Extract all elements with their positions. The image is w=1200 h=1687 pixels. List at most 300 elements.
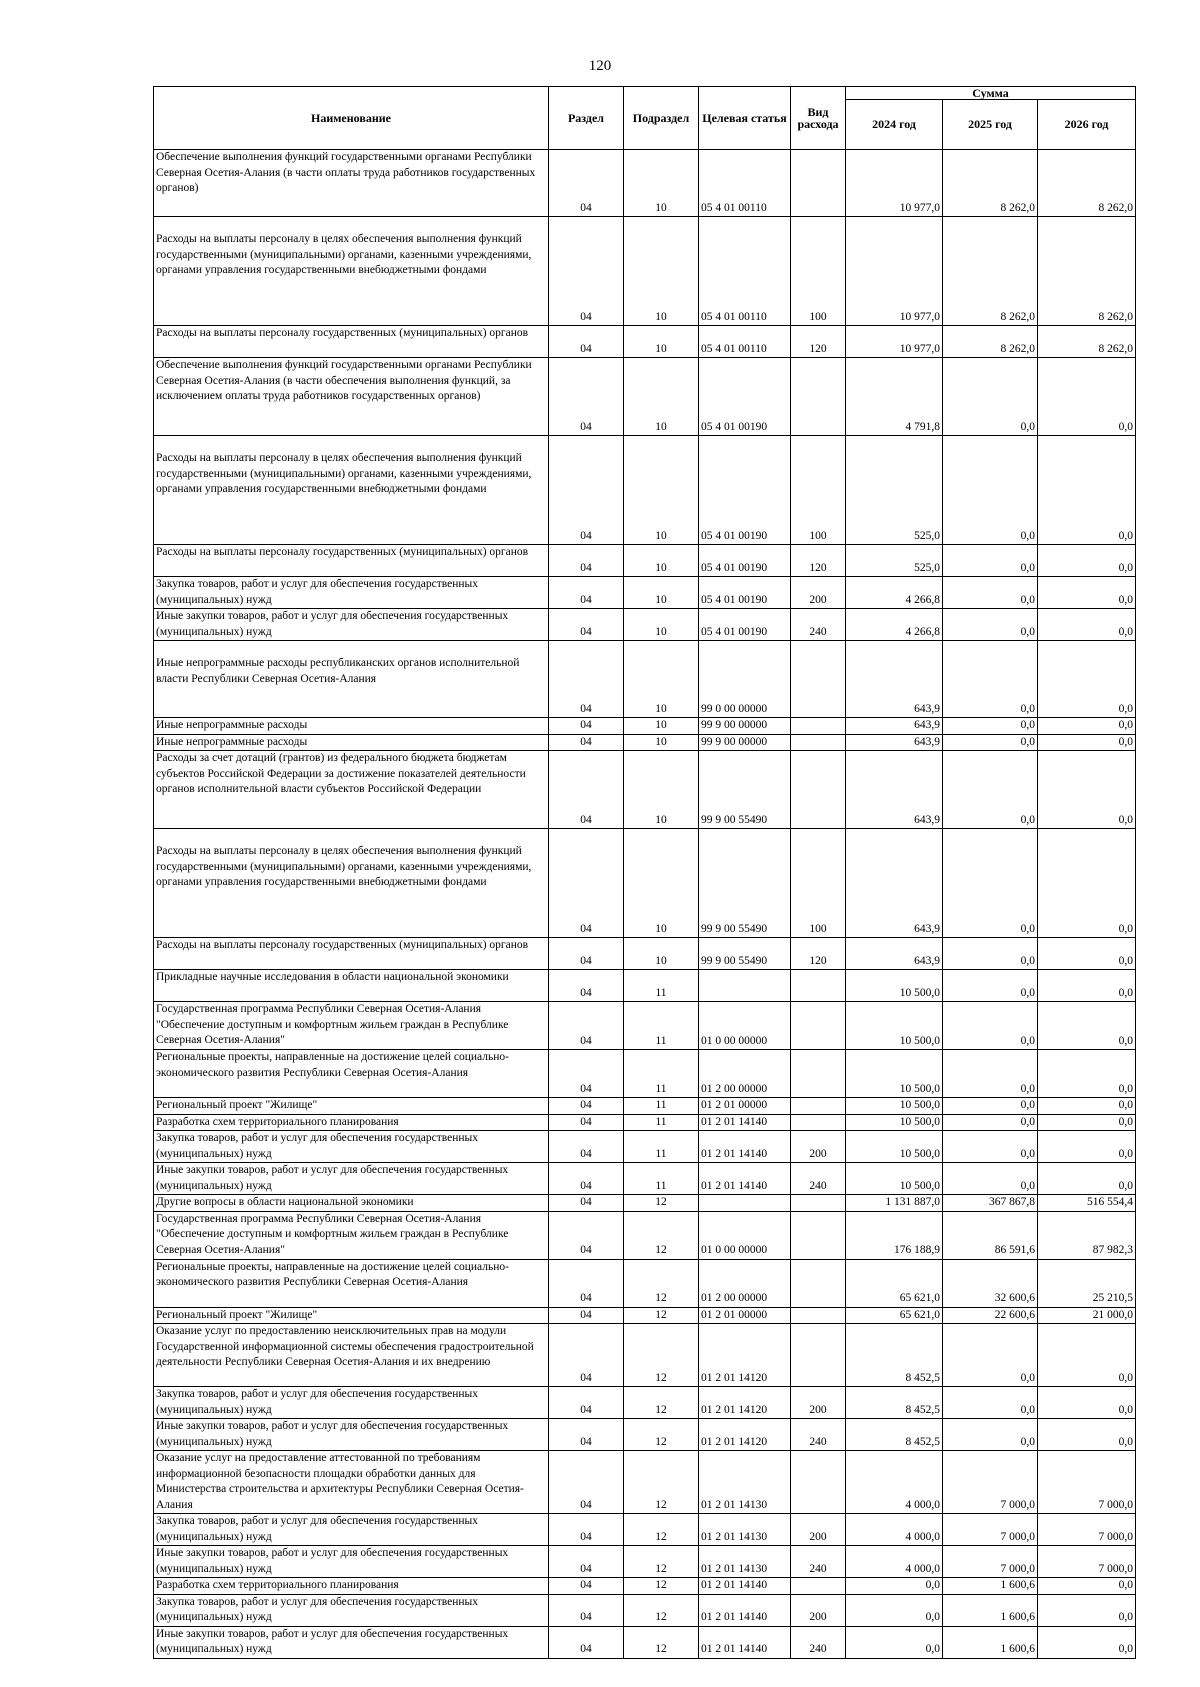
row-value-2024: 643,9 <box>846 938 943 970</box>
row-value-2025: 0,0 <box>943 609 1038 641</box>
row-target: 99 9 00 55490 <box>699 751 791 829</box>
table-row <box>154 1419 1136 1451</box>
row-name: Оказание услуг на предоставление аттестованной по требованиям информационной безопасности площадки обработки данных для Министерства строительства и архитектуры Республики Северная Осетия-Алания <box>154 1451 549 1514</box>
row-value-2026: 0,0 <box>1038 1324 1136 1387</box>
row-target: 05 4 01 00110 <box>699 326 791 358</box>
row-section: 04 <box>549 1098 624 1115</box>
row-section: 04 <box>549 545 624 577</box>
row-subsection: 11 <box>624 1163 699 1195</box>
row-value-2024: 10 500,0 <box>846 1002 943 1050</box>
row-subsection: 10 <box>624 577 699 609</box>
header-expense-type: Вид расхода <box>791 87 846 150</box>
row-value-2025: 22 600,6 <box>943 1307 1038 1324</box>
row-name: Региональный проект "Жилище" <box>154 1307 549 1324</box>
row-subsection: 12 <box>624 1578 699 1595</box>
row-value-2026: 0,0 <box>1038 1131 1136 1163</box>
row-subsection: 10 <box>624 751 699 829</box>
row-value-2025: 7 000,0 <box>943 1451 1038 1514</box>
table-row <box>154 1307 1136 1324</box>
row-value-2024: 4 266,8 <box>846 609 943 641</box>
row-value-2024: 4 791,8 <box>846 358 943 436</box>
row-expense-type <box>791 150 846 217</box>
row-subsection: 12 <box>624 1195 699 1212</box>
row-name: Расходы на выплаты персоналу в целях обеспечения выполнения функций государственными (муниципальными) органами, казенными учреждениями, органами управления государственными внебюджетными фондами <box>154 829 549 938</box>
row-subsection: 12 <box>624 1419 699 1451</box>
row-name: Прикладные научные исследования в области национальной экономики <box>154 970 549 1002</box>
table-row <box>154 326 1136 358</box>
table-row <box>154 718 1136 735</box>
row-value-2026: 0,0 <box>1038 1387 1136 1419</box>
row-value-2024: 8 452,5 <box>846 1324 943 1387</box>
row-section: 04 <box>549 1324 624 1387</box>
row-subsection: 10 <box>624 436 699 545</box>
row-expense-type: 240 <box>791 1163 846 1195</box>
row-value-2026: 0,0 <box>1038 358 1136 436</box>
row-target: 05 4 01 00110 <box>699 217 791 326</box>
row-name: Иные закупки товаров, работ и услуг для обеспечения государственных (муниципальных) нужд <box>154 1546 549 1578</box>
row-value-2024: 10 500,0 <box>846 1163 943 1195</box>
table-row <box>154 1002 1136 1050</box>
table-row <box>154 1163 1136 1195</box>
row-section: 04 <box>549 1594 624 1626</box>
row-name: Государственная программа Республики Северная Осетия-Алания "Обеспечение доступным и комфортным жильем граждан в Республике Северная Осетия-Алания" <box>154 1211 549 1259</box>
table-row <box>154 1195 1136 1212</box>
row-value-2024: 1 131 887,0 <box>846 1195 943 1212</box>
row-value-2026: 0,0 <box>1038 1626 1136 1658</box>
row-value-2025: 0,0 <box>943 1114 1038 1131</box>
row-subsection: 12 <box>624 1451 699 1514</box>
row-value-2025: 0,0 <box>943 718 1038 735</box>
row-section: 04 <box>549 1546 624 1578</box>
table-body <box>154 150 1136 1659</box>
row-expense-type <box>791 1195 846 1212</box>
row-name: Расходы за счет дотаций (грантов) из федерального бюджета бюджетам субъектов Российской Федерации за достижение показателей деятельности органов исполнительной власти субъектов Российской Федерации <box>154 751 549 829</box>
row-value-2025: 8 262,0 <box>943 150 1038 217</box>
row-value-2025: 0,0 <box>943 970 1038 1002</box>
row-section: 04 <box>549 326 624 358</box>
table-row <box>154 1098 1136 1115</box>
row-subsection: 11 <box>624 1131 699 1163</box>
row-expense-type: 100 <box>791 436 846 545</box>
row-value-2024: 10 977,0 <box>846 326 943 358</box>
row-name: Другие вопросы в области национальной экономики <box>154 1195 549 1212</box>
row-target: 99 9 00 00000 <box>699 734 791 751</box>
row-value-2026: 0,0 <box>1038 641 1136 718</box>
row-value-2026: 0,0 <box>1038 1578 1136 1595</box>
row-target: 01 2 01 00000 <box>699 1307 791 1324</box>
row-expense-type <box>791 1451 846 1514</box>
row-section: 04 <box>549 1131 624 1163</box>
row-value-2025: 0,0 <box>943 358 1038 436</box>
row-subsection: 10 <box>624 938 699 970</box>
row-name: Иные закупки товаров, работ и услуг для обеспечения государственных (муниципальных) нужд <box>154 1626 549 1658</box>
row-expense-type <box>791 751 846 829</box>
row-section: 04 <box>549 609 624 641</box>
row-expense-type <box>791 641 846 718</box>
row-value-2024: 0,0 <box>846 1578 943 1595</box>
table-row <box>154 150 1136 217</box>
row-value-2026: 7 000,0 <box>1038 1451 1136 1514</box>
table-row <box>154 1451 1136 1514</box>
table-row <box>154 1114 1136 1131</box>
row-name: Расходы на выплаты персоналу в целях обеспечения выполнения функций государственными (муниципальными) органами, казенными учреждениями, органами управления государственными внебюджетными фондами <box>154 436 549 545</box>
row-value-2025: 0,0 <box>943 1131 1038 1163</box>
row-name: Иные закупки товаров, работ и услуг для обеспечения государственных (муниципальных) нужд <box>154 1419 549 1451</box>
row-expense-type: 200 <box>791 1387 846 1419</box>
table-row <box>154 829 1136 938</box>
row-section: 04 <box>549 718 624 735</box>
row-section: 04 <box>549 751 624 829</box>
row-section: 04 <box>549 436 624 545</box>
row-subsection: 10 <box>624 150 699 217</box>
row-value-2026: 0,0 <box>1038 751 1136 829</box>
row-target: 05 4 01 00190 <box>699 358 791 436</box>
row-name: Закупка товаров, работ и услуг для обеспечения государственных (муниципальных) нужд <box>154 1514 549 1546</box>
row-subsection: 10 <box>624 545 699 577</box>
row-section: 04 <box>549 1387 624 1419</box>
row-value-2024: 10 500,0 <box>846 1098 943 1115</box>
row-value-2026: 0,0 <box>1038 1098 1136 1115</box>
row-name: Региональные проекты, направленные на достижение целей социально-экономического развития Республики Северная Осетия-Алания <box>154 1259 549 1307</box>
row-expense-type <box>791 358 846 436</box>
row-value-2024: 8 452,5 <box>846 1419 943 1451</box>
table-row <box>154 1131 1136 1163</box>
row-value-2024: 4 000,0 <box>846 1514 943 1546</box>
row-expense-type <box>791 1578 846 1595</box>
row-value-2026: 0,0 <box>1038 970 1136 1002</box>
row-subsection: 10 <box>624 358 699 436</box>
row-expense-type <box>791 970 846 1002</box>
row-section: 04 <box>549 358 624 436</box>
row-name: Иные непрограммные расходы <box>154 718 549 735</box>
row-section: 04 <box>549 1195 624 1212</box>
row-expense-type <box>791 1114 846 1131</box>
table-row <box>154 609 1136 641</box>
row-expense-type: 240 <box>791 1546 846 1578</box>
row-expense-type <box>791 1050 846 1098</box>
row-value-2024: 643,9 <box>846 641 943 718</box>
row-expense-type: 200 <box>791 1514 846 1546</box>
table-row <box>154 1259 1136 1307</box>
row-value-2026: 25 210,5 <box>1038 1259 1136 1307</box>
row-section: 04 <box>549 217 624 326</box>
row-target: 01 2 01 00000 <box>699 1098 791 1115</box>
row-value-2024: 10 500,0 <box>846 970 943 1002</box>
row-target: 01 2 01 14130 <box>699 1514 791 1546</box>
row-target: 05 4 01 00110 <box>699 150 791 217</box>
row-value-2025: 0,0 <box>943 1002 1038 1050</box>
table-row <box>154 751 1136 829</box>
row-name: Региональный проект "Жилище" <box>154 1098 549 1115</box>
table-row <box>154 1050 1136 1098</box>
row-value-2025: 0,0 <box>943 545 1038 577</box>
row-name: Иные закупки товаров, работ и услуг для обеспечения государственных (муниципальных) нужд <box>154 609 549 641</box>
row-target: 01 2 00 00000 <box>699 1259 791 1307</box>
row-value-2026: 8 262,0 <box>1038 217 1136 326</box>
row-target: 05 4 01 00190 <box>699 545 791 577</box>
row-expense-type <box>791 734 846 751</box>
table-row <box>154 358 1136 436</box>
row-name: Региональные проекты, направленные на достижение целей социально-экономического развития Республики Северная Осетия-Алания <box>154 1050 549 1098</box>
row-value-2024: 643,9 <box>846 829 943 938</box>
row-target: 01 2 01 14140 <box>699 1626 791 1658</box>
row-subsection: 12 <box>624 1514 699 1546</box>
row-value-2025: 1 600,6 <box>943 1626 1038 1658</box>
row-section: 04 <box>549 577 624 609</box>
row-value-2025: 0,0 <box>943 1419 1038 1451</box>
header-2024: 2024 год <box>846 100 943 150</box>
row-expense-type: 200 <box>791 577 846 609</box>
row-name: Иные непрограммные расходы республиканских органов исполнительной власти Республики Северная Осетия-Алания <box>154 641 549 718</box>
row-subsection: 11 <box>624 970 699 1002</box>
row-subsection: 10 <box>624 829 699 938</box>
table-row <box>154 938 1136 970</box>
row-value-2025: 0,0 <box>943 641 1038 718</box>
row-target: 01 0 00 00000 <box>699 1002 791 1050</box>
row-target <box>699 970 791 1002</box>
row-value-2026: 7 000,0 <box>1038 1546 1136 1578</box>
row-target: 01 2 01 14130 <box>699 1451 791 1514</box>
row-subsection: 12 <box>624 1259 699 1307</box>
row-subsection: 11 <box>624 1050 699 1098</box>
row-value-2026: 8 262,0 <box>1038 326 1136 358</box>
row-target: 05 4 01 00190 <box>699 609 791 641</box>
row-subsection: 10 <box>624 734 699 751</box>
row-value-2026: 87 982,3 <box>1038 1211 1136 1259</box>
row-value-2024: 525,0 <box>846 545 943 577</box>
row-name: Закупка товаров, работ и услуг для обеспечения государственных (муниципальных) нужд <box>154 1594 549 1626</box>
row-value-2026: 0,0 <box>1038 734 1136 751</box>
row-section: 04 <box>549 1050 624 1098</box>
row-subsection: 12 <box>624 1594 699 1626</box>
row-section: 04 <box>549 1163 624 1195</box>
row-value-2026: 0,0 <box>1038 545 1136 577</box>
row-value-2024: 176 188,9 <box>846 1211 943 1259</box>
row-value-2025: 0,0 <box>943 829 1038 938</box>
row-subsection: 12 <box>624 1211 699 1259</box>
header-sum: Сумма <box>846 87 1136 100</box>
row-value-2024: 643,9 <box>846 718 943 735</box>
row-subsection: 10 <box>624 718 699 735</box>
row-value-2026: 0,0 <box>1038 436 1136 545</box>
row-value-2026: 0,0 <box>1038 1050 1136 1098</box>
row-subsection: 11 <box>624 1002 699 1050</box>
row-value-2025: 0,0 <box>943 1324 1038 1387</box>
row-value-2024: 10 500,0 <box>846 1131 943 1163</box>
row-expense-type: 100 <box>791 217 846 326</box>
budget-table <box>153 86 1136 1659</box>
row-value-2026: 21 000,0 <box>1038 1307 1136 1324</box>
row-value-2026: 0,0 <box>1038 1594 1136 1626</box>
row-value-2026: 0,0 <box>1038 577 1136 609</box>
row-value-2024: 10 977,0 <box>846 217 943 326</box>
row-subsection: 12 <box>624 1307 699 1324</box>
header-2025: 2025 год <box>943 100 1038 150</box>
row-value-2024: 10 500,0 <box>846 1050 943 1098</box>
row-section: 04 <box>549 1514 624 1546</box>
row-name: Разработка схем территориального планирования <box>154 1578 549 1595</box>
row-expense-type <box>791 718 846 735</box>
table-row <box>154 545 1136 577</box>
row-subsection: 11 <box>624 1098 699 1115</box>
row-expense-type: 200 <box>791 1131 846 1163</box>
row-section: 04 <box>549 1307 624 1324</box>
row-value-2025: 32 600,6 <box>943 1259 1038 1307</box>
table-header <box>154 87 1136 150</box>
row-value-2026: 0,0 <box>1038 1419 1136 1451</box>
table-row <box>154 641 1136 718</box>
row-value-2025: 0,0 <box>943 734 1038 751</box>
row-value-2025: 8 262,0 <box>943 217 1038 326</box>
row-target: 01 2 01 14140 <box>699 1594 791 1626</box>
row-target: 05 4 01 00190 <box>699 577 791 609</box>
row-name: Закупка товаров, работ и услуг для обеспечения государственных (муниципальных) нужд <box>154 1131 549 1163</box>
row-expense-type: 100 <box>791 829 846 938</box>
row-section: 04 <box>549 150 624 217</box>
table-row <box>154 1594 1136 1626</box>
header-2026: 2026 год <box>1038 100 1136 150</box>
row-name: Расходы на выплаты персоналу в целях обеспечения выполнения функций государственными (муниципальными) органами, казенными учреждениями, органами управления государственными внебюджетными фондами <box>154 217 549 326</box>
header-name: Наименование <box>154 87 549 150</box>
row-value-2025: 7 000,0 <box>943 1514 1038 1546</box>
table-row <box>154 1514 1136 1546</box>
row-value-2025: 0,0 <box>943 1387 1038 1419</box>
row-expense-type: 120 <box>791 938 846 970</box>
row-target: 99 9 00 00000 <box>699 718 791 735</box>
row-subsection: 12 <box>624 1546 699 1578</box>
row-value-2025: 0,0 <box>943 436 1038 545</box>
row-value-2026: 7 000,0 <box>1038 1514 1136 1546</box>
row-section: 04 <box>549 1578 624 1595</box>
row-value-2024: 525,0 <box>846 436 943 545</box>
table-row <box>154 1211 1136 1259</box>
row-expense-type <box>791 1098 846 1115</box>
row-value-2024: 4 000,0 <box>846 1546 943 1578</box>
row-target: 01 0 00 00000 <box>699 1211 791 1259</box>
row-expense-type: 240 <box>791 1626 846 1658</box>
row-value-2026: 0,0 <box>1038 1114 1136 1131</box>
row-expense-type: 240 <box>791 1419 846 1451</box>
row-section: 04 <box>549 938 624 970</box>
header-section: Раздел <box>549 87 624 150</box>
row-value-2024: 8 452,5 <box>846 1387 943 1419</box>
row-subsection: 10 <box>624 641 699 718</box>
table-row <box>154 1546 1136 1578</box>
row-name: Закупка товаров, работ и услуг для обеспечения государственных (муниципальных) нужд <box>154 1387 549 1419</box>
row-subsection: 10 <box>624 609 699 641</box>
table-row <box>154 1324 1136 1387</box>
row-name: Иные непрограммные расходы <box>154 734 549 751</box>
row-value-2024: 4 000,0 <box>846 1451 943 1514</box>
row-section: 04 <box>549 1211 624 1259</box>
row-subsection: 10 <box>624 326 699 358</box>
row-name: Расходы на выплаты персоналу государственных (муниципальных) органов <box>154 326 549 358</box>
page-number: 120 <box>588 58 612 74</box>
row-value-2025: 1 600,6 <box>943 1594 1038 1626</box>
row-target: 01 2 01 14120 <box>699 1419 791 1451</box>
row-value-2024: 4 266,8 <box>846 577 943 609</box>
row-value-2026: 0,0 <box>1038 938 1136 970</box>
row-expense-type: 120 <box>791 326 846 358</box>
row-value-2025: 0,0 <box>943 577 1038 609</box>
row-target: 01 2 01 14130 <box>699 1546 791 1578</box>
row-name: Расходы на выплаты персоналу государственных (муниципальных) органов <box>154 938 549 970</box>
row-value-2025: 7 000,0 <box>943 1546 1038 1578</box>
row-section: 04 <box>549 1002 624 1050</box>
row-target: 01 2 01 14140 <box>699 1578 791 1595</box>
row-name: Государственная программа Республики Северная Осетия-Алания "Обеспечение доступным и комфортным жильем граждан в Республике Северная Осетия-Алания" <box>154 1002 549 1050</box>
row-section: 04 <box>549 829 624 938</box>
row-target: 99 9 00 55490 <box>699 829 791 938</box>
table-row <box>154 1626 1136 1658</box>
row-expense-type <box>791 1324 846 1387</box>
table-row <box>154 1387 1136 1419</box>
row-target <box>699 1195 791 1212</box>
row-expense-type <box>791 1259 846 1307</box>
row-subsection: 10 <box>624 217 699 326</box>
row-section: 04 <box>549 1114 624 1131</box>
row-subsection: 12 <box>624 1387 699 1419</box>
table-row <box>154 970 1136 1002</box>
row-name: Обеспечение выполнения функций государственными органами Республики Северная Осетия-Алания (в части оплаты труда работников государственных органов) <box>154 150 549 217</box>
row-target: 01 2 01 14140 <box>699 1131 791 1163</box>
table-row <box>154 217 1136 326</box>
table-row <box>154 1578 1136 1595</box>
header-target: Целевая статья <box>699 87 791 150</box>
row-value-2024: 643,9 <box>846 734 943 751</box>
row-value-2025: 0,0 <box>943 1098 1038 1115</box>
row-value-2025: 8 262,0 <box>943 326 1038 358</box>
row-target: 01 2 01 14140 <box>699 1163 791 1195</box>
row-value-2025: 367 867,8 <box>943 1195 1038 1212</box>
table-row <box>154 734 1136 751</box>
row-value-2025: 0,0 <box>943 1050 1038 1098</box>
row-target: 01 2 01 14120 <box>699 1387 791 1419</box>
row-value-2026: 0,0 <box>1038 1002 1136 1050</box>
row-value-2025: 0,0 <box>943 938 1038 970</box>
row-subsection: 12 <box>624 1324 699 1387</box>
row-name: Обеспечение выполнения функций государственными органами Республики Северная Осетия-Алания (в части обеспечения выполнения функций, за исключением оплаты труда работников государственных органов) <box>154 358 549 436</box>
row-target: 01 2 00 00000 <box>699 1050 791 1098</box>
row-value-2025: 0,0 <box>943 751 1038 829</box>
row-value-2024: 10 977,0 <box>846 150 943 217</box>
row-section: 04 <box>549 1451 624 1514</box>
row-target: 99 0 00 00000 <box>699 641 791 718</box>
row-expense-type: 200 <box>791 1594 846 1626</box>
row-subsection: 12 <box>624 1626 699 1658</box>
row-section: 04 <box>549 734 624 751</box>
row-expense-type <box>791 1307 846 1324</box>
row-value-2024: 65 621,0 <box>846 1259 943 1307</box>
row-expense-type: 120 <box>791 545 846 577</box>
row-target: 99 9 00 55490 <box>699 938 791 970</box>
row-value-2024: 0,0 <box>846 1626 943 1658</box>
row-section: 04 <box>549 641 624 718</box>
table-row <box>154 436 1136 545</box>
row-value-2026: 516 554,4 <box>1038 1195 1136 1212</box>
row-name: Разработка схем территориального планирования <box>154 1114 549 1131</box>
table-row <box>154 577 1136 609</box>
row-expense-type <box>791 1002 846 1050</box>
row-value-2026: 0,0 <box>1038 609 1136 641</box>
row-target: 05 4 01 00190 <box>699 436 791 545</box>
row-name: Оказание услуг по предоставлению неисключительных прав на модули Государственной информационной системы обеспечения градостроительной деятельности Республики Северная Осетия-Алания и их внедрению <box>154 1324 549 1387</box>
row-name: Иные закупки товаров, работ и услуг для обеспечения государственных (муниципальных) нужд <box>154 1163 549 1195</box>
row-section: 04 <box>549 1259 624 1307</box>
header-subsection: Подраздел <box>624 87 699 150</box>
row-value-2024: 0,0 <box>846 1594 943 1626</box>
row-value-2026: 0,0 <box>1038 718 1136 735</box>
